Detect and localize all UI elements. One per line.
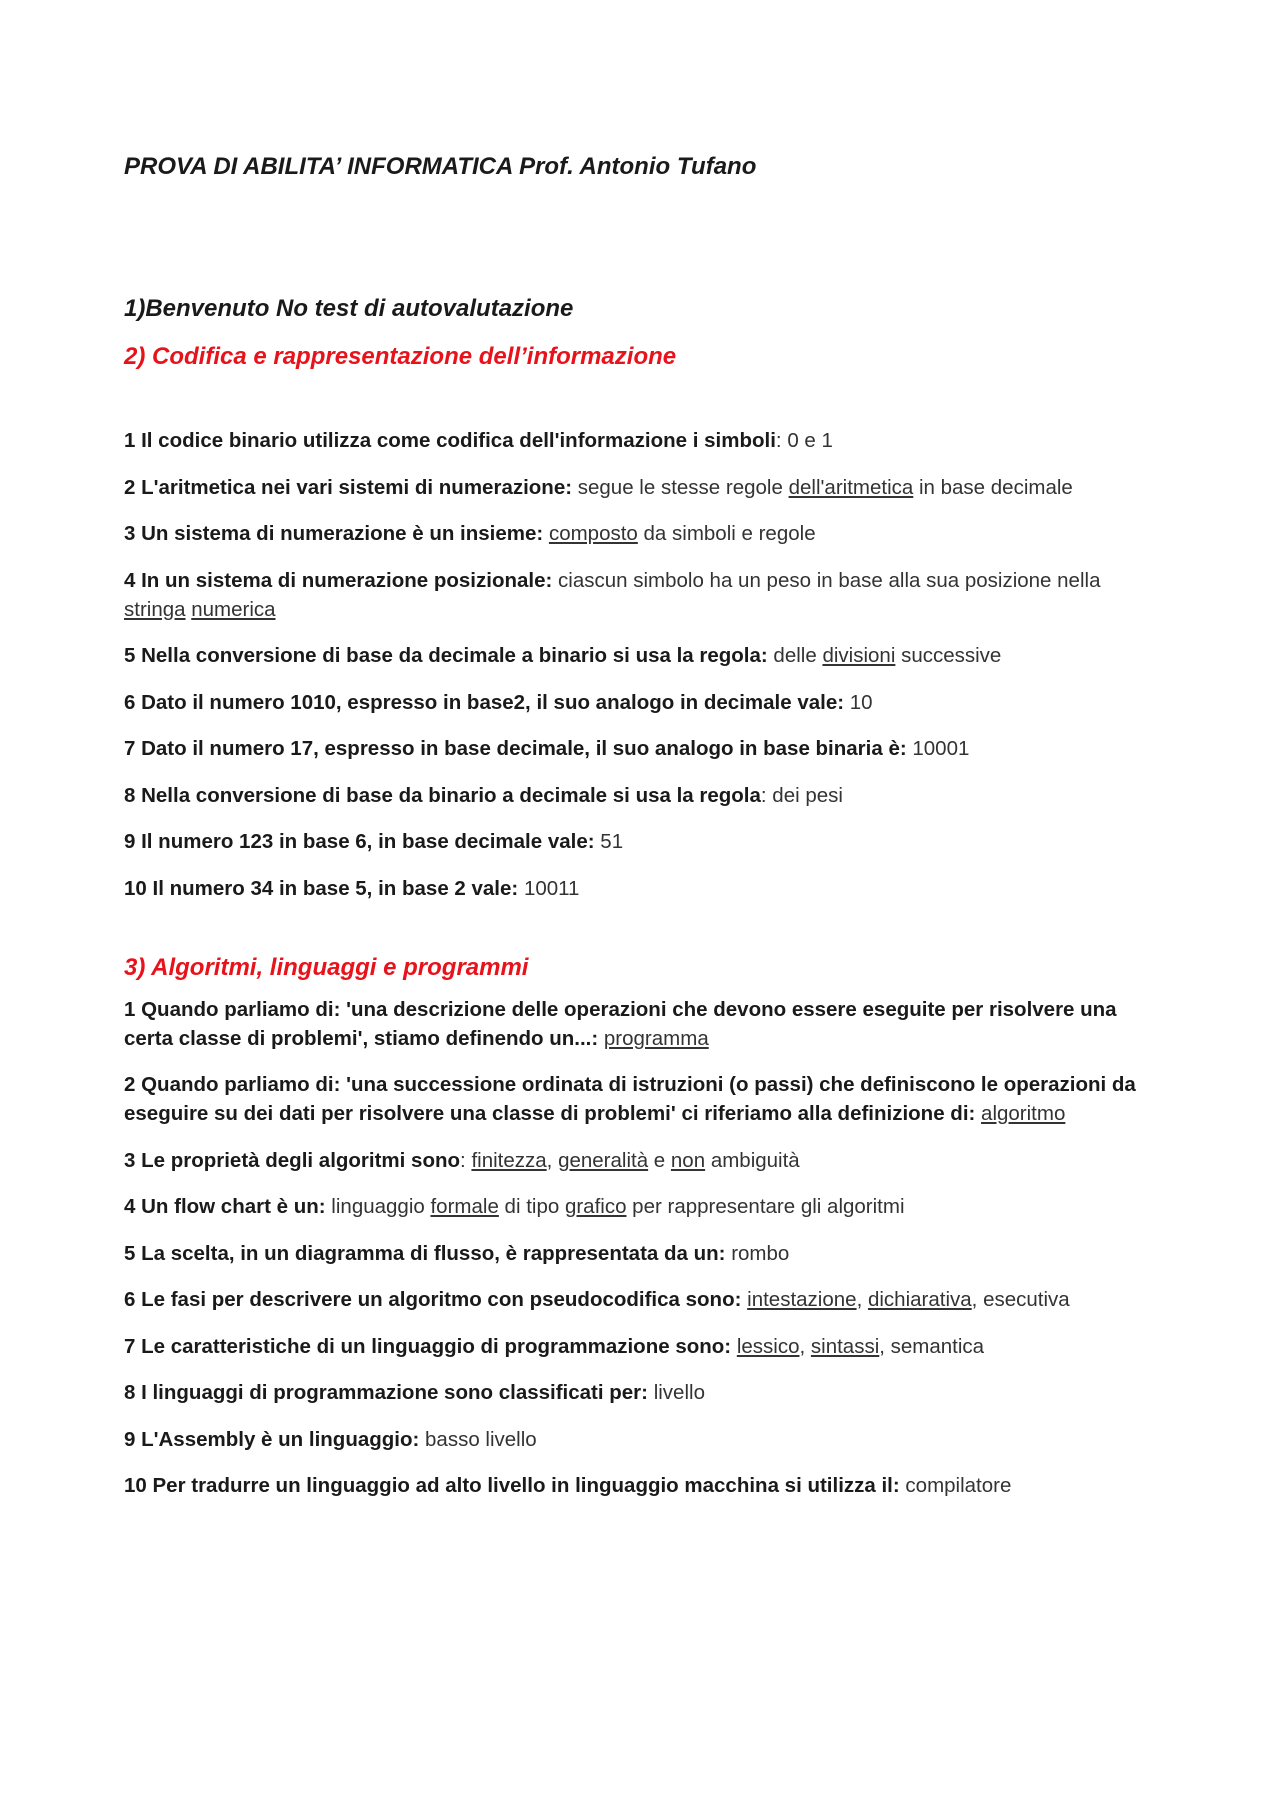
section-3-heading: 3) Algoritmi, linguaggi e programmi: [124, 953, 529, 981]
question-text: 2 L'aritmetica nei vari sistemi di numerazione:: [124, 475, 573, 499]
question-item: 4 Un flow chart è un: linguaggio formale di tipo grafico per rappresentare gli algoritmi: [124, 1195, 905, 1218]
question-item: 3 Un sistema di numerazione è un insieme: composto da simboli e regole: [124, 522, 816, 545]
question-item: [124, 1070, 1160, 1128]
answer-text: : dei pesi: [760, 783, 843, 807]
question-text: 10 Per tradurre un linguaggio ad alto livello in linguaggio macchina si utilizza il:: [124, 1474, 900, 1497]
question-item: [124, 734, 1160, 763]
answer-keyword: intestazione: [747, 1288, 857, 1311]
question-item: 3 Le proprietà degli algoritmi sono: finitezza, generalità e non ambiguità: [124, 1148, 800, 1172]
question-text: 4 Un flow chart è un:: [124, 1195, 326, 1218]
question-item: [124, 827, 1160, 856]
question-text: 8 Nella conversione di base da binario a decimale si usa la regola: [124, 783, 761, 807]
question-text: 1 Quando parliamo di: 'una descrizione delle operazioni che devono essere eseguite per risolvere una certa classe di problemi', stiamo definendo un...:: [124, 997, 1117, 1050]
question-text: 3 Le proprietà degli algoritmi sono: [124, 1148, 461, 1172]
question-text: 9 Il numero 123 in base 6, in base decimale vale:: [124, 830, 595, 853]
question-item: 5 Nella conversione di base da decimale a binario si usa la regola: delle divisioni successive: [124, 644, 1002, 667]
question-item: [124, 874, 1160, 903]
question-item: [124, 781, 1160, 810]
answer-keyword: composto: [548, 522, 638, 545]
answer-keyword: numerica: [191, 597, 276, 621]
answer-text: 51: [594, 830, 624, 853]
question-text: 1 Il codice binario utilizza come codifica dell'informazione i simboli: [124, 429, 776, 452]
answer-keyword: divisioni: [822, 644, 896, 667]
question-text: 9 L'Assembly è un linguaggio:: [124, 1427, 420, 1451]
answer-text: 10011: [518, 876, 580, 900]
section-1-heading: 1)Benvenuto No test di autovalutazione: [124, 295, 574, 322]
question-text: 4 In un sistema di numerazione posizionale:: [124, 568, 553, 592]
answer-keyword: algoritmo: [981, 1102, 1066, 1125]
question-text: 7 Dato il numero 17, espresso in base decimale, il suo analogo in base binaria è:: [124, 737, 907, 760]
answer-text: 10: [844, 690, 873, 714]
question-item: [124, 1471, 1160, 1500]
document-title: PROVA DI ABILITA’ INFORMATICA Prof. Antonio Tufano: [124, 153, 757, 180]
question-text: 10 Il numero 34 in base 5, in base 2 vale:: [124, 876, 519, 900]
question-item: [124, 688, 1160, 717]
question-item: 1 Il codice binario utilizza come codifica dell'informazione i simboli: 0 e 1: [124, 429, 833, 452]
question-text: 5 La scelta, in un diagramma di flusso, è rappresentata da un:: [124, 1241, 726, 1265]
question-item: 6 Le fasi per descrivere un algoritmo con pseudocodifica sono: intestazione, dichiarativa, esecutiva: [124, 1288, 1070, 1311]
question-item: 7 Le caratteristiche di un linguaggio di programmazione sono: lessico, sintassi, semantica: [124, 1334, 985, 1358]
answer-text: basso livello: [419, 1427, 537, 1451]
question-text: 7 Le caratteristiche di un linguaggio di programmazione sono:: [124, 1334, 732, 1358]
question-text: 2 Quando parliamo di: 'una successione ordinata di istruzioni (o passi) che definiscono le operazioni da eseguire su dei dati per risolvere una classe di problemi' ci riferiamo alla definizione di:: [124, 1073, 1136, 1125]
question-item: [124, 995, 1160, 1053]
answer-keyword: non: [670, 1148, 706, 1172]
question-item: [124, 1239, 1160, 1268]
question-text: 6 Le fasi per descrivere un algoritmo con pseudocodifica sono:: [124, 1288, 742, 1311]
section-3-questions: [124, 995, 1160, 1501]
answer-keyword: grafico: [564, 1195, 627, 1218]
answer-text: livello: [648, 1381, 705, 1404]
question-item: 4 In un sistema di numerazione posizionale: ciascun simbolo ha un peso in base alla sua posizione nella stringa numerica: [124, 568, 1101, 621]
answer-keyword: formale: [430, 1195, 499, 1218]
answer-keyword: dichiarativa: [867, 1288, 972, 1311]
answer-keyword: finitezza: [471, 1148, 547, 1172]
answer-keyword: dell'aritmetica: [788, 475, 914, 499]
answer-keyword: stringa: [124, 597, 186, 621]
section-2-heading: 2) Codifica e rappresentazione dell’informazione: [124, 343, 677, 370]
answer-text: compilatore: [899, 1474, 1012, 1497]
answer-text: 10001: [906, 737, 970, 760]
answer-keyword: lessico: [736, 1334, 800, 1358]
question-text: 8 I linguaggi di programmazione sono classificati per:: [124, 1381, 648, 1404]
section-2-questions: [124, 426, 1160, 903]
question-text: 3 Un sistema di numerazione è un insieme:: [124, 522, 544, 545]
question-item: [124, 1425, 1160, 1454]
answer-text: 0 e 1: [787, 429, 833, 452]
answer-text: rombo: [725, 1241, 790, 1265]
question-text: 5 Nella conversione di base da decimale a binario si usa la regola:: [124, 644, 768, 667]
question-item: [124, 1378, 1160, 1407]
answer-keyword: programma: [603, 1026, 709, 1050]
answer-keyword: sintassi: [810, 1334, 880, 1358]
question-text: 6 Dato il numero 1010, espresso in base2, il suo analogo in decimale vale:: [124, 690, 845, 714]
question-item: 2 L'aritmetica nei vari sistemi di numerazione: segue le stesse regole dell'aritmetica in base decimale: [124, 475, 1073, 499]
answer-keyword: generalità: [558, 1148, 649, 1172]
